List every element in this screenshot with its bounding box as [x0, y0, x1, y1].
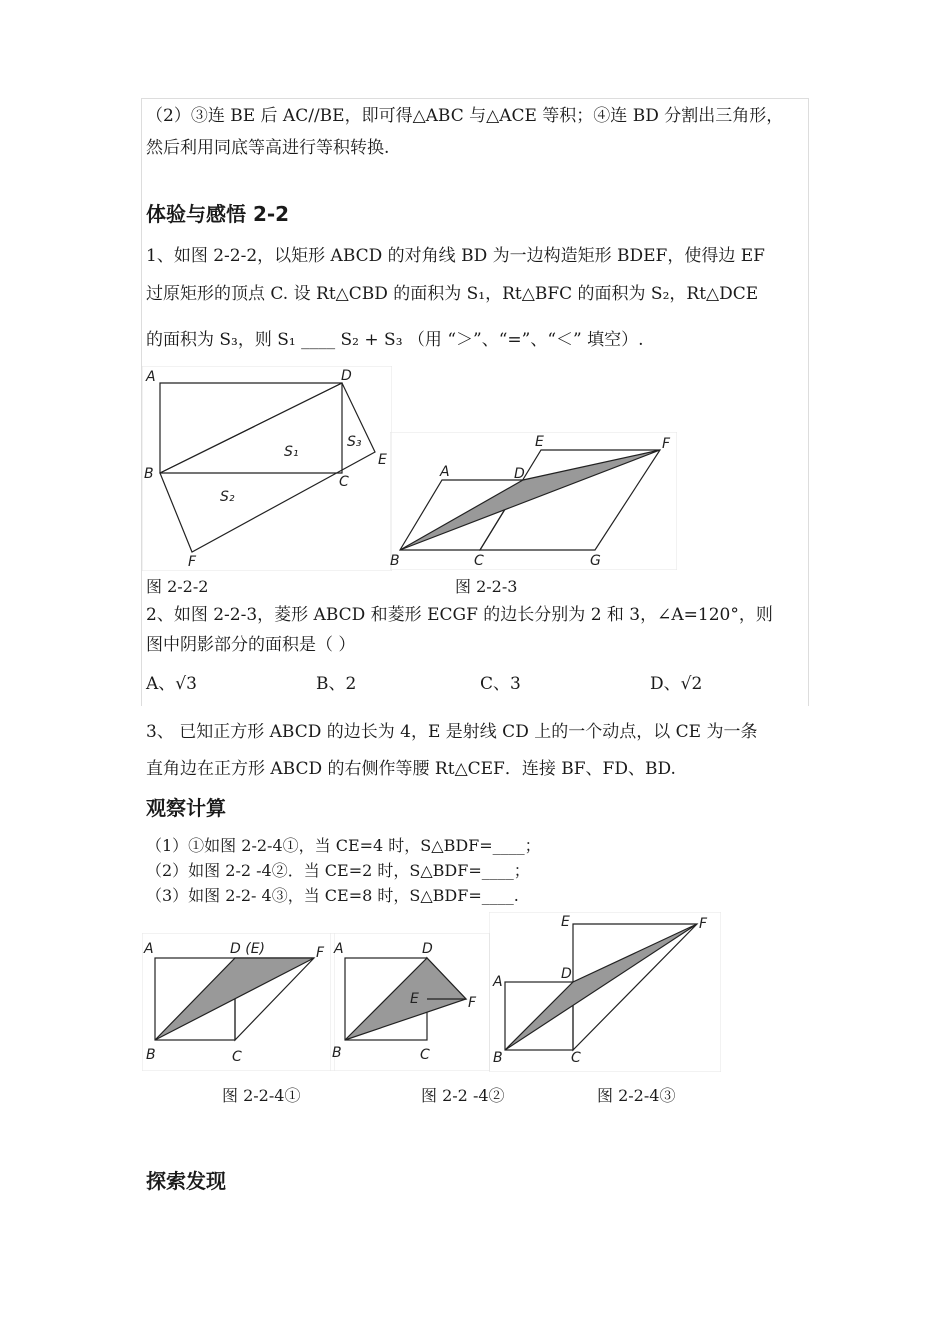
fig222-label-C: C: [339, 474, 349, 490]
caption-2-2-3: 图 2-2-3: [455, 577, 518, 596]
fig222-label-A: A: [146, 369, 156, 385]
fig223-label-B: B: [390, 553, 400, 569]
table-border-right: [808, 98, 809, 706]
section-title-explore: 探索发现: [146, 1169, 226, 1193]
q1-line-2: 过原矩形的顶点 C. 设 Rt△CBD 的面积为 S₁，Rt△BFC 的面积为 S₂，Rt△DCE: [146, 284, 759, 304]
caption-2-2-4-1: 图 2-2-4①: [222, 1086, 301, 1105]
fig222-label-E: E: [378, 452, 387, 468]
fig2242-label-B: B: [332, 1045, 342, 1061]
q1-line-3: 的面积为 S₃，则 S₁ ____ S₂ + S₃ （用 “＞”、“=”、“＜” 填空）.: [146, 330, 644, 350]
fig222-label-S1: S₁: [284, 444, 299, 460]
figure-2-2-4-3: [489, 912, 721, 1072]
q3-line-1: 3、 已知正方形 ABCD 的边长为 4，E 是射线 CD 上的一个动点，以 CE 为一条: [146, 722, 758, 742]
fig222-label-F: F: [188, 554, 197, 570]
fig223-label-E: E: [535, 434, 544, 450]
fig2242-label-F: F: [468, 995, 477, 1011]
fig223-label-F: F: [662, 436, 671, 452]
q3-line-2: 直角边在正方形 ABCD 的右侧作等腰 Rt△CEF．连接 BF、FD、BD.: [146, 759, 676, 779]
fig2243-label-D: D: [561, 966, 572, 982]
fig2241-label-F: F: [316, 945, 325, 961]
fig223-label-C: C: [474, 553, 484, 569]
intro-line-1: （2）③连 BE 后 AC//BE，即可得△ABC 与△ACE 等积；④连 BD 分割出三角形，: [146, 106, 784, 126]
figure-2-2-2: [142, 366, 392, 571]
fig2241-label-D: D (E): [230, 941, 265, 957]
caption-2-2-4-3: 图 2-2-4③: [597, 1086, 676, 1105]
section-title-observe: 观察计算: [146, 796, 226, 820]
fig222-label-S2: S₂: [220, 489, 235, 505]
fig2243-label-A: A: [493, 974, 503, 990]
fig2243-label-F: F: [699, 916, 708, 932]
figure-2-2-4-1: [142, 933, 335, 1071]
fig2243-label-E: E: [561, 914, 570, 930]
calc-line-1: （1）①如图 2-2-4①，当 CE=4 时，S△BDF=____；: [146, 836, 541, 855]
figure-2-2-4-2: [330, 933, 490, 1071]
fig2241-label-B: B: [146, 1047, 156, 1063]
fig223-label-D: D: [514, 466, 525, 482]
section-title-experience: 体验与感悟 2-2: [146, 202, 290, 226]
figure-2-2-3: [390, 432, 677, 570]
calc-line-2: （2）如图 2-2 -4②．当 CE=2 时，S△BDF=____；: [146, 861, 530, 880]
fig2242-label-E: E: [410, 991, 419, 1007]
fig2242-label-D: D: [422, 941, 433, 957]
fig2242-label-A: A: [334, 941, 344, 957]
q2-option-d: D、√2: [650, 674, 703, 694]
fig2242-label-C: C: [420, 1047, 430, 1063]
fig223-label-A: A: [440, 464, 450, 480]
fig2243-label-B: B: [493, 1050, 503, 1066]
q1-line-1: 1、如图 2-2-2，以矩形 ABCD 的对角线 BD 为一边构造矩形 BDEF，使得边 EF: [146, 246, 765, 266]
fig222-label-D: D: [341, 368, 352, 384]
fig222-label-B: B: [144, 466, 154, 482]
q2-line-2: 图中阴影部分的面积是（ ）: [146, 635, 356, 655]
q2-option-a: A、√3: [146, 674, 197, 694]
q2-option-c: C、3: [480, 674, 521, 694]
table-border-top: [141, 98, 809, 99]
fig222-label-S3: S₃: [347, 434, 362, 450]
calc-line-3: （3）如图 2-2- 4③，当 CE=8 时，S△BDF=____.: [146, 886, 519, 905]
q2-line-1: 2、如图 2-2-3，菱形 ABCD 和菱形 ECGF 的边长分别为 2 和 3，∠A=120°，则: [146, 605, 773, 625]
fig2241-label-C: C: [232, 1049, 242, 1065]
intro-line-2: 然后利用同底等高进行等积转换.: [146, 138, 390, 158]
fig2243-label-C: C: [571, 1050, 581, 1066]
fig2241-label-A: A: [144, 941, 154, 957]
q2-option-b: B、2: [316, 674, 357, 694]
caption-2-2-4-2: 图 2-2 -4②: [421, 1086, 505, 1105]
fig223-label-G: G: [590, 553, 601, 569]
caption-2-2-2: 图 2-2-2: [146, 577, 209, 596]
